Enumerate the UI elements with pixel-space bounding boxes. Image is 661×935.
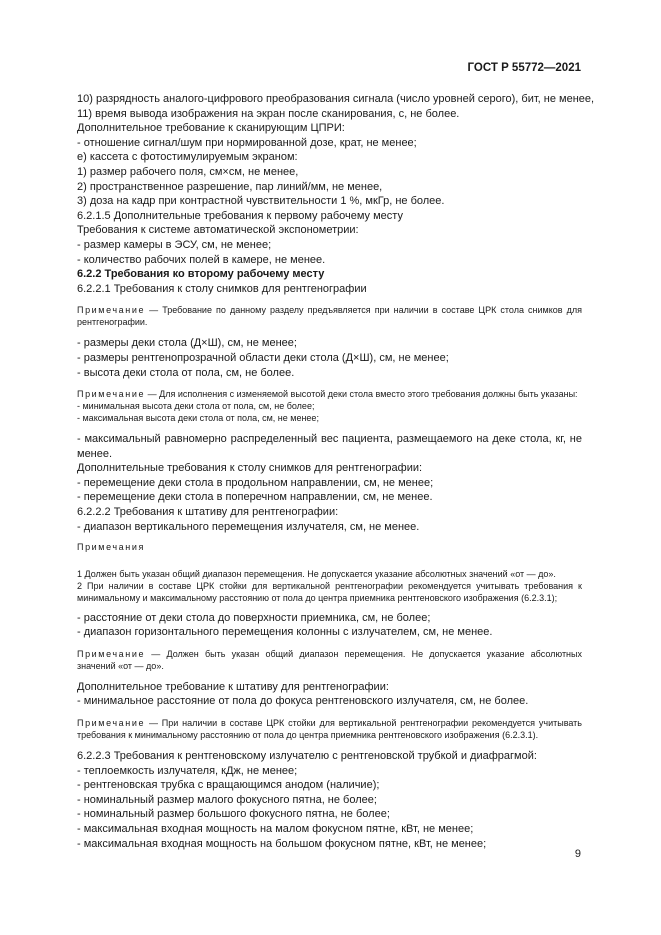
body-line: - максимальный равномерно распределенный вес пациента, размещаемого на деке стола, кг, не менее. [77,433,582,460]
body-line: - теплоемкость излучателя, кДж, не менее; [77,764,298,777]
body-line: - рентгеновская трубка с вращающимся анодом (наличие); [77,779,380,792]
body-line: 3) доза на кадр при контрастной чувствительности 1 %, мкГр, не более. [77,195,445,208]
body-line: 11) время вывода изображения на экран после сканирования, с, не более. [77,107,460,120]
note-item: 1 Должен быть указан общий диапазон перемещения. Не допускается указание абсолютных значений «от — до». [77,569,556,580]
body-line: - перемещение деки стола в продольном направлении, см, не менее; [77,476,434,489]
note-block [77,717,582,741]
body-line: 2) пространственное разрешение, пар линий/мм, не менее, [77,180,383,193]
page-number: 9 [574,848,581,860]
note-text: — Для исполнения с изменяемой высотой деки стола вместо этого требования должны быть указаны: [145,389,578,400]
body-line: - размеры деки стола (Д×Ш), см, не менее; [77,337,297,350]
body-line: Требования к системе автоматической экспонометрии: [77,224,359,237]
note-label: Примечание [77,718,146,729]
body-line: 10) разрядность аналого-цифрового преобразования сигнала (число уровней серого), бит, не менее, [77,93,595,105]
document-id-header: ГОСТ Р 55772—2021 [467,62,581,74]
body-line: - перемещение деки стола в поперечном направлении, см, не менее. [77,491,433,504]
body-line: - максимальная входная мощность на малом фокусном пятне, кВт, не менее; [77,822,474,835]
note-item: 2 При наличии в составе ЦРК стойки для вертикальной рентгенографии рекомендуется учитывать требования к минимальному и максимальному расстоянию от пола до центра приемника рентгеновского изображения (6.2.3.1); [77,581,582,603]
clause-heading: 6.2.1.5 Дополнительные требования к первому рабочему месту [77,209,403,222]
section-heading: 6.2.2 Требования ко второму рабочему месту [77,268,325,281]
note-text: — При наличии в составе ЦРК стойки для вертикальной рентгенографии рекомендуется учитывать требования к минимальному расстоянию от пола до центра приемника рентгеновского изображения (6.2.3.1). [77,718,582,741]
body-line: 1) размер рабочего поля, см×см, не менее, [77,165,299,178]
body-line: - высота деки стола от пола, см, не более. [77,366,295,379]
body-line: - количество рабочих полей в камере, не менее. [77,253,326,266]
clause-heading: 6.2.2.3 Требования к рентгеновскому излучателю с рентгеновской трубкой и диафрагмой: [77,750,537,763]
note-label: Примечание [77,648,146,659]
body-line: - отношение сигнал/шум при нормированной дозе, крат, не менее; [77,136,417,149]
body-line: Дополнительное требование к сканирующим ЦПРИ: [77,122,345,135]
note-label: Примечание [77,389,146,400]
body-line: - диапазон вертикального перемещения излучателя, см, не менее. [77,520,420,533]
note-item: - максимальная высота деки стола от пола, см, не менее; [77,413,319,424]
note-block [77,648,582,672]
notes-heading: Примечания [77,542,145,553]
note-label: Примечание [77,305,146,316]
body-line: - расстояние от деки стола до поверхности приемника, см, не более; [77,611,431,624]
body-line: - номинальный размер большого фокусного пятна, не более; [77,808,390,821]
body-line: е) кассета с фотостимулируемым экраном: [77,151,298,164]
body-line: - номинальный размер малого фокусного пятна, не более; [77,793,377,806]
body-line: - размер камеры в ЭСУ, см, не менее; [77,238,272,251]
note-block [77,388,582,424]
note-text: — Требование по данному разделу предъявляется при наличии в составе ЦРК стола снимков для рентгенографии. [77,305,582,328]
body-line: Дополнительное требование к штативу для рентгенографии: [77,680,389,693]
note-text: — Должен быть указан общий диапазон перемещения. Не допускается указание абсолютных значений «от — до». [77,648,582,671]
note-block [77,304,582,328]
document-body [77,92,595,851]
body-line: Дополнительные требования к столу снимков для рентгенографии: [77,462,423,475]
body-line: - размеры рентгенопрозрачной области деки стола (Д×Ш), см, не менее; [77,351,449,364]
body-line: - минимальное расстояние от пола до фокуса рентгеновского излучателя, см, не более. [77,695,529,708]
body-line: - максимальная входная мощность на большом фокусном пятне, кВт, не менее; [77,837,487,850]
clause-heading: 6.2.2.1 Требования к столу снимков для рентгенографии [77,282,367,295]
body-line: - диапазон горизонтального перемещения колонны с излучателем, см, не менее. [77,626,493,639]
note-item: - минимальная высота деки стола от пола, см, не более; [77,401,315,412]
clause-heading: 6.2.2.2 Требования к штативу для рентгенографии: [77,506,339,519]
